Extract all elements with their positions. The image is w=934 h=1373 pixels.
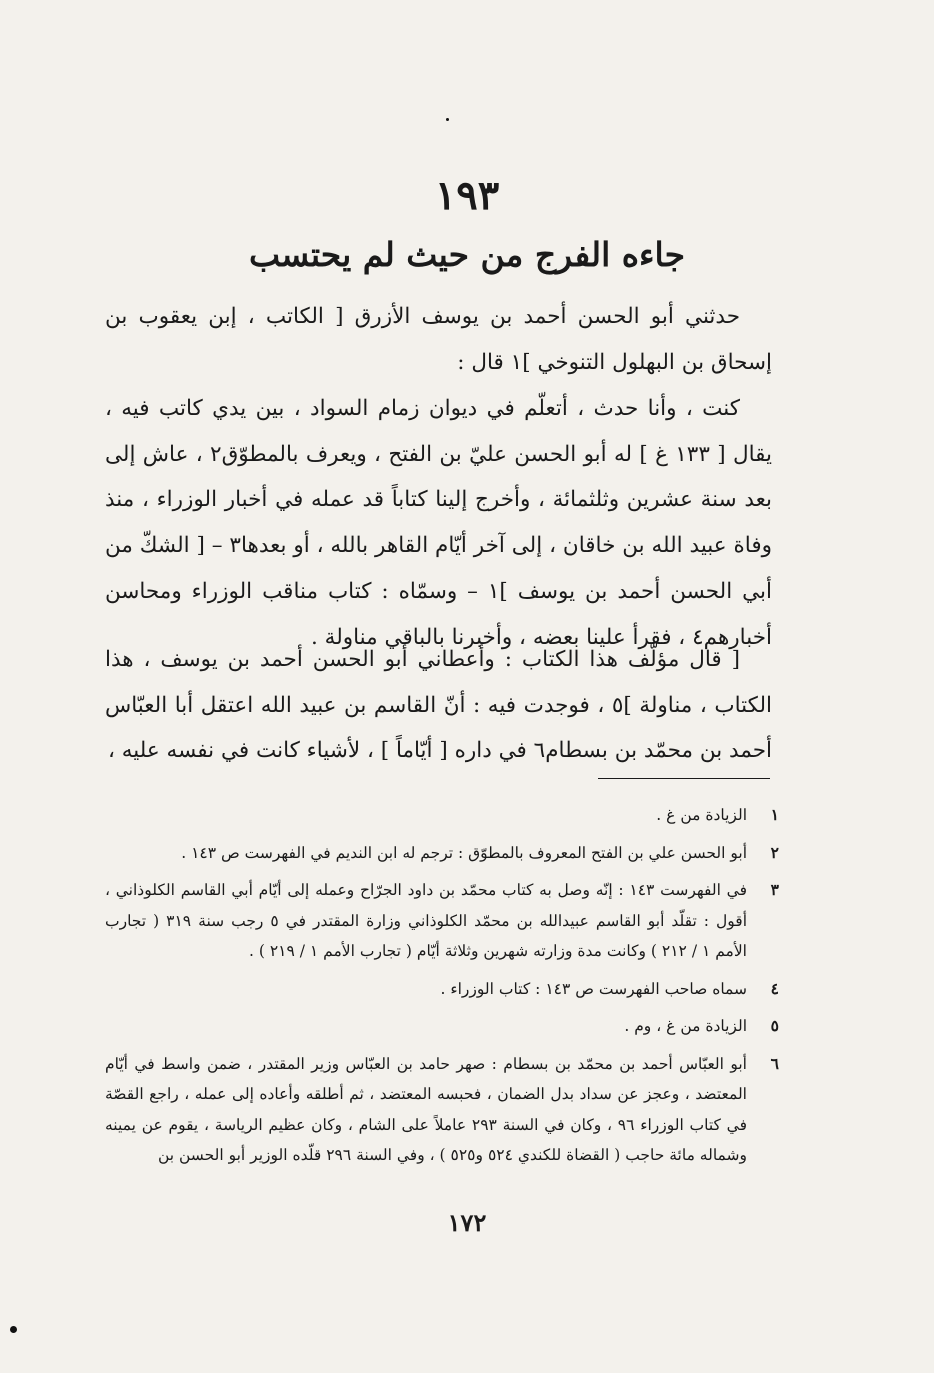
footnote-item xyxy=(105,974,781,1005)
footnote-text: الزيادة من غ . xyxy=(656,806,747,824)
footnote-text: أبو الحسن علي بن الفتح المعروف بالمطوّق : ترجم له ابن النديم في الفهرست ص ١٤٣ . xyxy=(181,843,747,862)
footnote-text: في الفهرست ١٤٣ : إنّه وصل به كتاب محمّد بن داود الجرّاح وعمله إلى أيّام أبي القاسم الكلوذاني ، أقول : تقلّد أبو القاسم عبيدالله بن محمّد الكلوذاني وزارة المقتدر في ٥ رجب سنة ٣١٩ ( تجارب الأمم ١ / ٢١٢ ) وكانت مدة وزارته شهرين وثلاثة أيّام ( تجارب الأمم ١ / ٢١٩ ) . xyxy=(105,881,748,960)
footnote-item xyxy=(105,800,781,831)
paragraph-text: كنت ، وأنا حدث ، أتعلّم في ديوان زمام السواد ، بين يدي كاتب فيه ، يقال [ ١٣٣ غ ] له أبو الحسن عليّ بن الفتح ، ويعرف بالمطوّق٢ ، عاش إلى بعد سنة عشرين وثلثمائة ، وأخرج إلينا كتاباً قد عمله في أخبار الوزراء ، منذ وفاة عبيد الله بن خاقان ، إلى آخر أيّام القاهر بالله ، أو بعدها٣ – [ الشكّ من أبي الحسن أحمد بن يوسف ]١ – وسمّاه : كتاب مناقب الوزراء ومحاسن أخبارهم٤ ، فقرأ علينا بعضه ، وأخبرنا بالباقي مناولة . xyxy=(105,396,772,650)
footnote-number: ١ xyxy=(770,805,779,824)
story-number: ١٩٣ xyxy=(434,172,500,219)
footnote-number: ٢ xyxy=(770,842,779,862)
footnotes xyxy=(105,800,781,1178)
ink-speck xyxy=(10,1326,17,1333)
story-title: جاءه الفرج من حيث لم يحتسب xyxy=(249,235,685,274)
footnote-item xyxy=(105,1011,781,1042)
footnote-number: ٦ xyxy=(770,1053,779,1073)
paragraph-1 xyxy=(105,294,772,385)
footnote-item xyxy=(105,838,781,869)
footnote-item xyxy=(105,875,781,967)
footnote-number: ٥ xyxy=(770,1016,779,1035)
paragraph-3 xyxy=(105,637,772,774)
footnote-text: أبو العبّاس أحمد بن محمّد بن بسطام : صهر حامد بن العبّاس وزير المقتدر ، ضمن واسط في أيّام المعتضد ، وعجز عن سداد بدل الضمان ، فحبسه المعتضد ، ثم أطلقه وأعاده إلى عمله ، راجع القصّة في كتاب الوزراء ٩٦ ، وكان في السنة ٢٩٣ عاملاً على الشام ، وكان عظيم الرياسة ، يقوم عن يمينه وشماله مائة حاجب ( القضاة للكندي ٥٢٤ و٥٢٥ ) ، وفي السنة ٢٩٦ قلّده الوزير أبو الحسن بن xyxy=(105,1054,747,1164)
footnote-number: ٣ xyxy=(770,880,779,899)
paragraph-2 xyxy=(105,386,772,660)
footnote-item xyxy=(105,1049,781,1171)
footnote-text: الزيادة من غ ، وم . xyxy=(624,1017,747,1035)
page-number: ١٧٢ xyxy=(447,1208,487,1237)
footnote-text: سماه صاحب الفهرست ص ١٤٣ : كتاب الوزراء . xyxy=(440,979,747,998)
footnote-divider xyxy=(598,778,770,779)
paragraph-text: حدثني أبو الحسن أحمد بن يوسف الأزرق [ الكاتب ، إبن يعقوب بن إسحاق بن البهلول التنوخي ]١ قال : xyxy=(105,304,772,375)
footnote-number: ٤ xyxy=(770,978,779,998)
paragraph-text: [ قال مؤلّف هذا الكتاب : وأعطاني أبو الحسن أحمد بن يوسف ، هذا الكتاب ، مناولة ]٥ ، فوجدت فيه : أنّ القاسم بن عبيد الله اعتقل أبا العبّاس أحمد بن محمّد بن بسطام٦ في داره [ أيّاماً ] ، لأشياء كانت في نفسه عليه ، xyxy=(105,647,772,764)
ink-speck xyxy=(446,118,449,121)
